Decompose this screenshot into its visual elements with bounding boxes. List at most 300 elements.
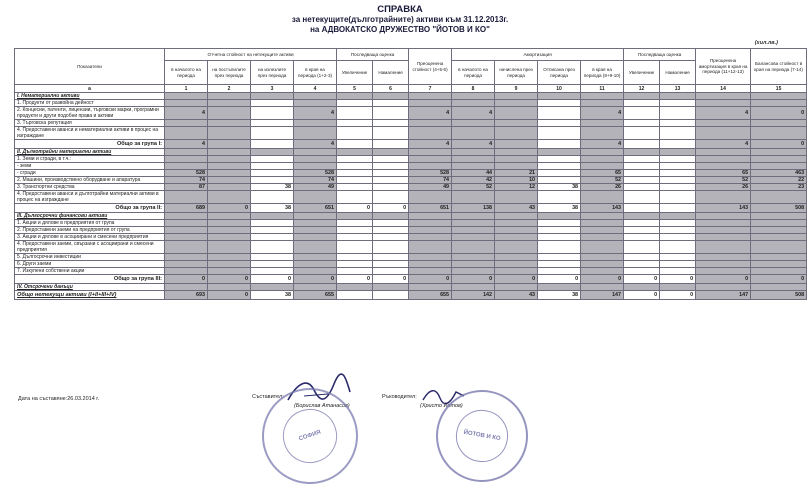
cell-col-9: 10 <box>495 177 538 184</box>
cell-col-14 <box>696 100 751 107</box>
cell-col-15: 463 <box>751 170 807 177</box>
cell-col-4 <box>294 100 337 107</box>
col-revalued-value: Преоценена стойност (4+5-6) <box>409 49 452 85</box>
cell-col-12 <box>624 107 660 120</box>
column-number-6: 6 <box>373 85 409 93</box>
cell-col-12 <box>624 120 660 127</box>
cell-col-13 <box>660 191 696 204</box>
cell-col-15 <box>751 127 807 140</box>
cell-col-2 <box>208 220 251 227</box>
table-row <box>15 234 807 241</box>
cell-col-11 <box>581 100 624 107</box>
cell-col-11: 26 <box>581 184 624 191</box>
cell-col-14: 143 <box>696 204 751 213</box>
table-row <box>15 241 807 254</box>
cell-col-5 <box>337 234 373 241</box>
title-line-1: СПРАВКА <box>377 4 423 15</box>
row-label: 2. Предоставени заеми на предприятия от група <box>15 227 165 234</box>
cell-col-14 <box>696 220 751 227</box>
table-row <box>15 156 807 163</box>
cell-col-14 <box>696 127 751 140</box>
column-number-14: 14 <box>696 85 751 93</box>
cell-col-13 <box>660 254 696 261</box>
column-number-10: 10 <box>538 85 581 93</box>
cell-col-15: 508 <box>751 204 807 213</box>
cell-col-12 <box>624 220 660 227</box>
cell-col-14 <box>696 149 751 156</box>
cell-col-1 <box>165 227 208 234</box>
cell-col-11 <box>581 191 624 204</box>
cell-col-10 <box>538 140 581 149</box>
cell-col-1: 689 <box>165 204 208 213</box>
cell-col-12 <box>624 227 660 234</box>
cell-col-13 <box>660 177 696 184</box>
cell-col-15 <box>751 191 807 204</box>
column-number-13: 13 <box>660 85 696 93</box>
col-amortization-group: Амортизация <box>452 49 624 61</box>
cell-col-10 <box>538 268 581 275</box>
table-row <box>15 268 807 275</box>
cell-col-11 <box>581 234 624 241</box>
cell-col-14: 0 <box>696 275 751 284</box>
cell-col-13 <box>660 100 696 107</box>
cell-col-7 <box>409 234 452 241</box>
cell-col-9 <box>495 284 538 291</box>
cell-col-11 <box>581 127 624 140</box>
cell-col-9 <box>495 163 538 170</box>
cell-col-11 <box>581 254 624 261</box>
cell-col-12 <box>624 213 660 220</box>
cell-col-15 <box>751 93 807 100</box>
cell-col-15: 22 <box>751 177 807 184</box>
cell-col-1 <box>165 93 208 100</box>
cell-col-6 <box>373 254 409 261</box>
cell-col-12 <box>624 177 660 184</box>
cell-col-10 <box>538 163 581 170</box>
cell-col-14 <box>696 234 751 241</box>
cell-col-6 <box>373 227 409 234</box>
cell-col-7 <box>409 100 452 107</box>
cell-col-8 <box>452 156 495 163</box>
cell-col-4 <box>294 227 337 234</box>
cell-col-8 <box>452 191 495 204</box>
cell-col-4 <box>294 163 337 170</box>
cell-col-10 <box>538 241 581 254</box>
table-row <box>15 220 807 227</box>
cell-col-7 <box>409 93 452 100</box>
cell-col-14: 26 <box>696 184 751 191</box>
cell-col-4: 49 <box>294 184 337 191</box>
table-row <box>15 291 807 300</box>
cell-col-2 <box>208 100 251 107</box>
col-am-increase: Увеличение <box>624 61 660 85</box>
cell-col-2 <box>208 156 251 163</box>
cell-col-8 <box>452 213 495 220</box>
row-label: 3. Акции и дялове в асоциирани и смесени предприятия <box>15 234 165 241</box>
cell-col-9 <box>495 127 538 140</box>
cell-col-12 <box>624 170 660 177</box>
cell-col-4 <box>294 120 337 127</box>
cell-col-11: 147 <box>581 291 624 300</box>
column-number-7: 7 <box>409 85 452 93</box>
cell-col-7: 0 <box>409 275 452 284</box>
cell-col-1 <box>165 100 208 107</box>
cell-col-11 <box>581 220 624 227</box>
cell-col-1 <box>165 234 208 241</box>
cell-col-5 <box>337 291 373 300</box>
cell-col-14 <box>696 213 751 220</box>
cell-col-8: 142 <box>452 291 495 300</box>
cell-col-3 <box>251 93 294 100</box>
col-amort-revaluation-group: Последваща оценка <box>624 49 696 61</box>
cell-col-9: 21 <box>495 170 538 177</box>
cell-col-13: 0 <box>660 275 696 284</box>
cell-col-3: 38 <box>251 184 294 191</box>
cell-col-14 <box>696 227 751 234</box>
column-number-15: 15 <box>751 85 807 93</box>
compiler-label: Съставител: <box>252 394 284 400</box>
cell-col-10 <box>538 170 581 177</box>
cell-col-9 <box>495 93 538 100</box>
cell-col-8: 44 <box>452 170 495 177</box>
cell-col-11 <box>581 213 624 220</box>
cell-col-15: 0 <box>751 107 807 120</box>
row-label: Общо за група II: <box>15 204 165 213</box>
cell-col-6 <box>373 261 409 268</box>
column-number-row <box>15 85 807 93</box>
cell-col-2: 0 <box>208 204 251 213</box>
cell-col-4 <box>294 241 337 254</box>
cell-col-3 <box>251 107 294 120</box>
cell-col-2 <box>208 149 251 156</box>
cell-col-12 <box>624 234 660 241</box>
cell-col-2 <box>208 241 251 254</box>
compiler-name: (Борислав Атанасов) <box>294 403 350 409</box>
table-row <box>15 163 807 170</box>
cell-col-8 <box>452 234 495 241</box>
cell-col-1: 693 <box>165 291 208 300</box>
cell-col-7: 49 <box>409 184 452 191</box>
cell-col-9: 43 <box>495 291 538 300</box>
row-label: Общо за група III: <box>15 275 165 284</box>
cell-col-6 <box>373 291 409 300</box>
cell-col-11: 0 <box>581 275 624 284</box>
col-indicators: Показатели <box>15 49 165 85</box>
cell-col-3 <box>251 254 294 261</box>
cell-col-9: 0 <box>495 275 538 284</box>
cell-col-2 <box>208 284 251 291</box>
cell-col-11 <box>581 93 624 100</box>
cell-col-11: 52 <box>581 177 624 184</box>
table-row <box>15 170 807 177</box>
cell-col-9 <box>495 156 538 163</box>
cell-col-15 <box>751 254 807 261</box>
cell-col-6 <box>373 170 409 177</box>
column-number-1: 1 <box>165 85 208 93</box>
cell-col-7 <box>409 261 452 268</box>
row-label: 1. Продукти от развойна дейност <box>15 100 165 107</box>
cell-col-6 <box>373 220 409 227</box>
cell-col-7: 74 <box>409 177 452 184</box>
cell-col-13 <box>660 127 696 140</box>
cell-col-8: 138 <box>452 204 495 213</box>
cell-col-3 <box>251 261 294 268</box>
cell-col-11 <box>581 241 624 254</box>
cell-col-6 <box>373 191 409 204</box>
cell-col-10 <box>538 191 581 204</box>
cell-col-13 <box>660 93 696 100</box>
cell-col-4 <box>294 213 337 220</box>
cell-col-2 <box>208 254 251 261</box>
cell-col-7 <box>409 127 452 140</box>
cell-col-4 <box>294 191 337 204</box>
cell-col-10 <box>538 234 581 241</box>
table-row <box>15 191 807 204</box>
cell-col-13 <box>660 149 696 156</box>
cell-col-7: 655 <box>409 291 452 300</box>
cell-col-9: 43 <box>495 204 538 213</box>
cell-col-13 <box>660 120 696 127</box>
cell-col-13 <box>660 140 696 149</box>
cell-col-6 <box>373 120 409 127</box>
table-row <box>15 204 807 213</box>
column-number-0: а <box>15 85 165 93</box>
row-label: IV. Отсрочени данъци <box>15 284 165 291</box>
cell-col-14: 147 <box>696 291 751 300</box>
cell-col-10 <box>538 220 581 227</box>
table-row <box>15 149 807 156</box>
cell-col-5 <box>337 227 373 234</box>
cell-col-5 <box>337 93 373 100</box>
cell-col-7 <box>409 156 452 163</box>
col-increase: Увеличение <box>337 61 373 85</box>
cell-col-12 <box>624 127 660 140</box>
cell-col-3 <box>251 220 294 227</box>
cell-col-13 <box>660 184 696 191</box>
cell-col-1 <box>165 127 208 140</box>
cell-col-8 <box>452 284 495 291</box>
col-revaluation-group: Последваща оценка <box>337 49 409 61</box>
cell-col-9 <box>495 213 538 220</box>
cell-col-5: 0 <box>337 204 373 213</box>
col-am-accrued: начислена през периода <box>495 61 538 85</box>
table-row <box>15 184 807 191</box>
cell-col-3 <box>251 284 294 291</box>
row-label: 3. Транспортни средства <box>15 184 165 191</box>
cell-col-8: 4 <box>452 140 495 149</box>
cell-col-1 <box>165 163 208 170</box>
table-row <box>15 120 807 127</box>
cell-col-2 <box>208 93 251 100</box>
manager-name: (Христо Йотов) <box>420 403 463 409</box>
cell-col-7: 4 <box>409 107 452 120</box>
cell-col-4 <box>294 268 337 275</box>
cell-col-2 <box>208 163 251 170</box>
cell-col-13 <box>660 220 696 227</box>
cell-col-6 <box>373 284 409 291</box>
cell-col-10 <box>538 213 581 220</box>
table-row <box>15 177 807 184</box>
cell-col-15: 23 <box>751 184 807 191</box>
cell-col-1 <box>165 254 208 261</box>
cell-col-4 <box>294 261 337 268</box>
cell-col-1 <box>165 220 208 227</box>
cell-col-11: 65 <box>581 170 624 177</box>
row-label: 7. Изкупени собствени акции <box>15 268 165 275</box>
col-received: на постъпилите през периода <box>208 61 251 85</box>
cell-col-6 <box>373 156 409 163</box>
cell-col-3 <box>251 120 294 127</box>
col-am-decrease: Намаление <box>660 61 696 85</box>
cell-col-2 <box>208 227 251 234</box>
cell-col-7 <box>409 254 452 261</box>
cell-col-11 <box>581 227 624 234</box>
cell-col-3: 38 <box>251 291 294 300</box>
cell-col-8: 52 <box>452 184 495 191</box>
cell-col-1 <box>165 149 208 156</box>
cell-col-9 <box>495 254 538 261</box>
cell-col-4: 74 <box>294 177 337 184</box>
cell-col-12 <box>624 163 660 170</box>
cell-col-10 <box>538 156 581 163</box>
cell-col-2 <box>208 213 251 220</box>
cell-col-10: 38 <box>538 184 581 191</box>
cell-col-10 <box>538 177 581 184</box>
cell-col-9 <box>495 191 538 204</box>
cell-col-15 <box>751 227 807 234</box>
cell-col-14 <box>696 254 751 261</box>
row-label: 2. Машини, производствено оборудване и апаратура <box>15 177 165 184</box>
cell-col-4 <box>294 234 337 241</box>
cell-col-15 <box>751 120 807 127</box>
cell-col-10: 0 <box>538 275 581 284</box>
table-row <box>15 227 807 234</box>
cell-col-6 <box>373 163 409 170</box>
cell-col-7 <box>409 268 452 275</box>
cell-col-8 <box>452 127 495 140</box>
cell-col-7: 4 <box>409 140 452 149</box>
cell-col-1: 87 <box>165 184 208 191</box>
cell-col-4: 4 <box>294 107 337 120</box>
cell-col-5 <box>337 127 373 140</box>
cell-col-6 <box>373 140 409 149</box>
cell-col-15 <box>751 220 807 227</box>
cell-col-2: 0 <box>208 275 251 284</box>
cell-col-4 <box>294 127 337 140</box>
cell-col-15 <box>751 149 807 156</box>
cell-col-2 <box>208 107 251 120</box>
cell-col-4 <box>294 284 337 291</box>
cell-col-7 <box>409 163 452 170</box>
cell-col-12 <box>624 156 660 163</box>
cell-col-13 <box>660 204 696 213</box>
cell-col-8 <box>452 220 495 227</box>
cell-col-11 <box>581 163 624 170</box>
cell-col-13 <box>660 170 696 177</box>
cell-col-3 <box>251 227 294 234</box>
column-number-11: 11 <box>581 85 624 93</box>
cell-col-9 <box>495 120 538 127</box>
table-row <box>15 254 807 261</box>
cell-col-5: 0 <box>337 275 373 284</box>
cell-col-5 <box>337 213 373 220</box>
cell-col-7 <box>409 241 452 254</box>
cell-col-10 <box>538 227 581 234</box>
cell-col-1 <box>165 120 208 127</box>
cell-col-5 <box>337 268 373 275</box>
cell-col-2 <box>208 261 251 268</box>
cell-col-3: 38 <box>251 204 294 213</box>
report-title <box>0 4 800 35</box>
row-label: - сгради <box>15 170 165 177</box>
cell-col-14: 52 <box>696 177 751 184</box>
cell-col-10 <box>538 127 581 140</box>
cell-col-4 <box>294 149 337 156</box>
cell-col-5 <box>337 120 373 127</box>
cell-col-6 <box>373 149 409 156</box>
cell-col-8 <box>452 120 495 127</box>
cell-col-13: 0 <box>660 291 696 300</box>
cell-col-14 <box>696 120 751 127</box>
col-disposed: на излезлите през периода <box>251 61 294 85</box>
cell-col-5 <box>337 149 373 156</box>
cell-col-6 <box>373 213 409 220</box>
compile-date: Дата на съставяне:26.03.2014 г. <box>18 396 100 402</box>
table-row <box>15 127 807 140</box>
cell-col-15 <box>751 241 807 254</box>
cell-col-12: 0 <box>624 291 660 300</box>
cell-col-10 <box>538 284 581 291</box>
cell-col-8 <box>452 261 495 268</box>
cell-col-8: 4 <box>452 107 495 120</box>
cell-col-11: 4 <box>581 107 624 120</box>
cell-col-13 <box>660 241 696 254</box>
cell-col-3 <box>251 213 294 220</box>
cell-col-3 <box>251 191 294 204</box>
cell-col-8 <box>452 163 495 170</box>
cell-col-2 <box>208 120 251 127</box>
cell-col-12 <box>624 204 660 213</box>
table-row <box>15 261 807 268</box>
cell-col-5 <box>337 220 373 227</box>
col-revalued-amortization: Преоценена амортизация в края на периода (11+12-13) <box>696 49 751 85</box>
cell-col-12 <box>624 284 660 291</box>
cell-col-4: 0 <box>294 275 337 284</box>
cell-col-7 <box>409 284 452 291</box>
table-row <box>15 284 807 291</box>
left-stamp-text: СОФИЯ <box>298 429 322 443</box>
cell-col-5 <box>337 284 373 291</box>
title-line-2: за нетекущите(дълготрайните) активи към 31.12.2013г. <box>291 15 509 24</box>
cell-col-10: 38 <box>538 204 581 213</box>
cell-col-14 <box>696 268 751 275</box>
cell-col-1: 0 <box>165 275 208 284</box>
row-label: Общо за група I: <box>15 140 165 149</box>
cell-col-8 <box>452 149 495 156</box>
cell-col-9 <box>495 100 538 107</box>
cell-col-14: 4 <box>696 140 751 149</box>
cell-col-14: 4 <box>696 107 751 120</box>
cell-col-3 <box>251 234 294 241</box>
manager-label: Ръководител: <box>382 394 417 400</box>
cell-col-7 <box>409 227 452 234</box>
cell-col-11 <box>581 261 624 268</box>
cell-col-1 <box>165 156 208 163</box>
cell-col-10 <box>538 149 581 156</box>
cell-col-13 <box>660 284 696 291</box>
cell-col-8: 0 <box>452 275 495 284</box>
cell-col-10 <box>538 93 581 100</box>
